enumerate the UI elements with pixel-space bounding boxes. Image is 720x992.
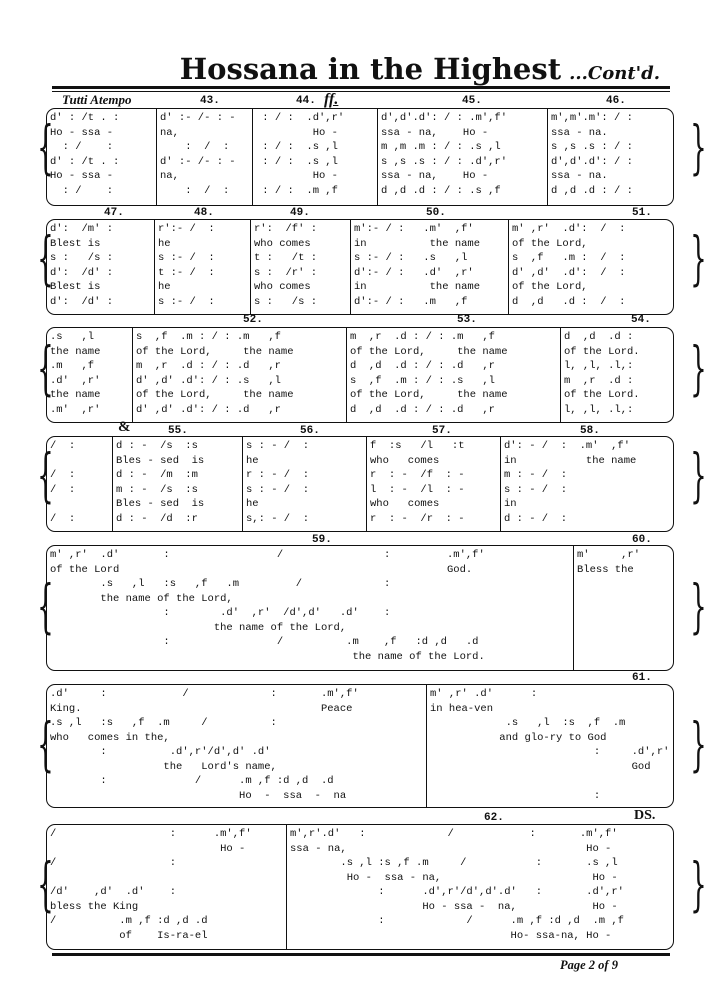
lyric-line: Ho - ssa - na, Ho -: [290, 900, 618, 913]
lyric-line: in the name: [504, 454, 637, 467]
title-subtitle: ...Cont'd.: [569, 63, 660, 84]
lyric-line: ssa - na, Ho -: [381, 170, 489, 182]
measure-column: [548, 109, 673, 205]
solfa-line: .d' ,r': [50, 374, 101, 387]
solfa-line: d : - /d :r: [116, 512, 198, 525]
measure-number: 57.: [432, 425, 452, 437]
solfa-line: s : /s :: [254, 295, 318, 308]
left-brace: {: [37, 850, 54, 918]
lyric-line: Ho -: [256, 170, 338, 182]
lyric-line: of the Lord,: [512, 237, 588, 250]
solfa-line: l : - /l : -: [370, 483, 465, 496]
solfa-line: d',d'.d': / :: [551, 155, 633, 168]
lyric-line: God: [430, 760, 651, 773]
solfa-line: r : - /r : -: [370, 512, 465, 525]
measure-column: [47, 437, 113, 531]
solfa-line: : / .m ,f :d ,d .m ,f: [290, 915, 624, 927]
lyric-line: Ho- ssa-na, Ho -: [290, 929, 612, 942]
measure-column: [427, 685, 673, 807]
left-brace: {: [37, 710, 54, 778]
measure-number: 51.: [632, 207, 652, 219]
measure-column: [253, 109, 378, 205]
lyric-line: of the Lord, the name: [350, 389, 508, 401]
lyric-line: of Is-ra-el: [50, 929, 208, 942]
lyric-line: of the Lord, the name: [350, 345, 508, 358]
measure-column: [47, 109, 157, 205]
measure-column: [47, 825, 287, 949]
solfa-line: : / .m ,f :d ,d .d: [50, 775, 334, 787]
lyric-line: Ho -: [50, 842, 246, 855]
measure-column: [47, 220, 155, 314]
solfa-line: : / .m ,f :d ,d .d: [50, 636, 479, 648]
solfa-line: d' :- /- : -: [160, 155, 236, 168]
solfa-line: .s ,l :s ,f .m / :: [50, 717, 277, 729]
tempo-marking: Tutti Atempo: [62, 92, 132, 107]
solfa-line: d : - / :: [504, 512, 568, 525]
right-brace: }: [690, 113, 707, 181]
solfa-line: t : /t :: [254, 252, 318, 264]
footer-rule: [52, 953, 670, 956]
measure-number: 59.: [312, 534, 332, 546]
solfa-line: d': - / : .m' ,f': [504, 440, 631, 452]
solfa-line: : .d',r'/d',d'.d' : .d',r': [290, 886, 624, 898]
da-segno-mark: DS.: [634, 808, 656, 823]
lyric-line: who comes: [370, 454, 440, 467]
solfa-line: m ,r .d : / : .m ,f: [350, 331, 495, 343]
solfa-line: m',m'.m': / :: [551, 112, 633, 124]
measure-number: 50.: [426, 207, 446, 219]
solfa-line: m' ,r' .d' : / : .m',f': [50, 549, 485, 561]
solfa-line: s,: - / :: [246, 512, 310, 525]
measure-number: 55.: [168, 425, 188, 437]
solfa-line: m':- / : .m' ,f': [354, 223, 474, 235]
measure-column: [47, 685, 427, 807]
lyric-line: in hea-ven: [430, 702, 494, 715]
solfa-line: s : /r' :: [254, 266, 318, 279]
lyric-line: Blest is: [50, 281, 101, 293]
solfa-line: s :- / : .s ,l: [354, 252, 468, 264]
measure-column: [47, 546, 574, 670]
music-system-5: [46, 545, 674, 671]
lyric-line: he: [158, 237, 171, 250]
solfa-line: s : - / :: [246, 483, 310, 496]
lyric-line: ssa - na, Ho -: [381, 126, 489, 139]
solfa-line: s ,f .m : / :: [512, 252, 626, 264]
music-system-4: [46, 436, 674, 532]
left-brace: {: [37, 572, 54, 640]
solfa-line: / :: [50, 440, 76, 452]
solfa-line: d' ,d' .d': / :: [512, 266, 626, 279]
page-title: [0, 52, 660, 86]
measure-column: [287, 825, 673, 949]
solfa-line: r': /f' :: [254, 223, 318, 235]
solfa-line: d : - /m :m: [116, 469, 198, 481]
solfa-line: s ,f .m : / : .m ,f: [136, 331, 281, 343]
music-system-2: [46, 219, 674, 315]
solfa-line: : / :: [160, 141, 230, 153]
solfa-line: s ,f .m : / : .s ,l: [350, 374, 495, 387]
lyric-line: Ho - ssa - na, Ho -: [290, 871, 618, 884]
solfa-line: :: [430, 789, 601, 802]
solfa-line: d':- / : .d' ,r': [354, 266, 474, 279]
music-system-1: [46, 108, 674, 206]
solfa-line: d': /m' :: [50, 223, 114, 235]
lyric-line: bless the King: [50, 900, 139, 913]
lyric-line: Bles - sed is: [116, 498, 205, 510]
lyric-line: ssa - na, Ho -: [290, 842, 612, 855]
solfa-line: d': /d' :: [50, 266, 114, 279]
measure-number: 43.: [200, 95, 220, 107]
lyric-line: na,: [160, 170, 179, 182]
solfa-line: m',r'.d' : / : .m',f': [290, 828, 618, 840]
solfa-line: s : /s :: [50, 252, 114, 264]
solfa-line: r':- / :: [158, 223, 215, 235]
lyric-line: [50, 454, 110, 469]
solfa-line: l, ,l, .l,:: [564, 360, 634, 372]
measure-column: [155, 220, 251, 314]
right-brace: }: [690, 710, 707, 778]
music-system-7: [46, 824, 674, 950]
lyric-line: he: [246, 498, 259, 510]
lyric-line: the name: [50, 389, 101, 401]
measure-column: [113, 437, 243, 531]
solfa-line: m ,r .d :: [564, 374, 634, 387]
page-number: Page 2 of 9: [560, 958, 618, 972]
solfa-line: m : - /s :s: [116, 483, 198, 496]
lyric-line: ssa - na.: [551, 170, 608, 182]
measure-column: [133, 328, 347, 422]
solfa-line: d ,d .d : / : .d ,r: [350, 403, 495, 416]
solfa-line: /d' ,d' .d' :: [50, 886, 177, 898]
solfa-line: d': /d' :: [50, 295, 114, 308]
left-brace: {: [37, 334, 54, 402]
solfa-line: s :- / :: [158, 252, 215, 264]
solfa-line: : / :: [160, 184, 230, 197]
title-main: Hossana in the Highest: [179, 52, 562, 86]
solfa-line: d ,d .d :: [564, 331, 634, 343]
measure-column: [243, 437, 367, 531]
lyric-line: Blest is: [50, 237, 101, 250]
lyric-line: Bless the: [577, 563, 634, 576]
lyric-line: of the Lord, the name: [136, 389, 294, 401]
lyric-line: [50, 497, 110, 512]
solfa-line: d ,d .d : / : .d ,r: [350, 360, 495, 372]
measure-column: [509, 220, 673, 314]
solfa-line: .m' ,r': [50, 403, 101, 416]
lyric-line: the name: [50, 345, 101, 358]
solfa-line: : .d' ,r' /d',d' .d' :: [50, 607, 391, 619]
solfa-line: / .m ,f :d ,d .d: [50, 915, 208, 927]
lyric-line: the name of the Lord.: [50, 650, 485, 663]
measure-number: 60.: [632, 534, 652, 546]
measure-column: [501, 437, 673, 531]
solfa-line: .m ,f: [50, 360, 95, 372]
lyric-line: of the Lord, the name: [136, 345, 294, 358]
solfa-line: : / : .s ,l: [256, 141, 338, 153]
measure-column: [251, 220, 351, 314]
measure-number: 45.: [462, 95, 482, 107]
solfa-line: d ,d .d : / :: [551, 184, 633, 197]
measure-column: [367, 437, 501, 531]
lyric-line: in the name: [354, 237, 481, 250]
measure-column: [378, 109, 548, 205]
solfa-line: : .d',r': [430, 746, 670, 758]
solfa-line: .d' : / : .m',f': [50, 688, 359, 700]
left-brace: {: [37, 113, 54, 181]
measure-column: [561, 328, 673, 422]
solfa-line: .s ,l :s ,f .m: [430, 717, 626, 729]
lyric-line: in: [504, 498, 517, 510]
solfa-line: d' ,d' .d': / : .s ,l: [136, 374, 281, 387]
right-brace: }: [690, 441, 707, 509]
solfa-line: .s ,l :s ,f .m / : .s ,l: [290, 857, 618, 869]
lyric-line: Ho - ssa -: [50, 170, 114, 182]
dynamic-marking: ff.: [324, 91, 339, 108]
solfa-line: s :- / :: [158, 295, 215, 308]
solfa-line: f :s /l :t: [370, 440, 465, 452]
lyric-line: of the Lord,: [512, 281, 588, 293]
solfa-line: s ,s .s : / :: [551, 141, 633, 153]
measure-column: [347, 328, 561, 422]
right-brace: }: [690, 572, 707, 640]
lyric-line: Ho - ssa -: [50, 126, 114, 139]
solfa-line: s ,s .s : / : .d',r': [381, 155, 508, 168]
lyric-line: Ho - ssa - na: [50, 789, 347, 802]
lyric-line: who comes: [254, 281, 311, 293]
solfa-line: / :: [50, 857, 177, 869]
lyric-line: in the name: [354, 281, 481, 293]
right-brace: }: [690, 224, 707, 292]
solfa-line: d':- / : .m ,f: [354, 295, 468, 308]
lyric-line: he: [246, 454, 259, 467]
lyric-line: and glo-ry to God: [430, 731, 607, 744]
solfa-line: m : - / :: [504, 469, 568, 481]
solfa-line: r : - / :: [246, 469, 310, 481]
solfa-line: d',d'.d': / : .m',f': [381, 112, 508, 124]
measure-column: [47, 328, 133, 422]
measure-number: 56.: [300, 425, 320, 437]
measure-number: 62.: [484, 812, 504, 824]
solfa-line: / :: [50, 469, 76, 481]
solfa-line: t :- / :: [158, 266, 215, 279]
solfa-line: : / : .m ,f: [256, 184, 338, 197]
measure-number: 47.: [104, 207, 124, 219]
solfa-line: r : - /f : -: [370, 469, 465, 481]
solfa-line: : .d',r'/d',d' .d': [50, 746, 271, 758]
lyric-line: who comes in the,: [50, 731, 170, 744]
solfa-line: d : - /s :s: [116, 440, 198, 452]
lyric-line: the Lord's name,: [50, 760, 277, 773]
title-rule: [52, 86, 670, 89]
solfa-line: m ,m .m : / : .s ,l: [381, 141, 501, 153]
solfa-line: : / : .d',r': [256, 112, 345, 124]
lyric-line: na,: [160, 126, 179, 139]
lyric-line: of the Lord.: [564, 389, 640, 401]
right-brace: }: [690, 334, 707, 402]
left-brace: {: [37, 224, 54, 292]
measure-number: 49.: [290, 207, 310, 219]
solfa-line: d' : /t . :: [50, 155, 120, 168]
lyric-line: the name of the Lord,: [50, 621, 347, 634]
solfa-line: / :: [50, 483, 76, 496]
solfa-line: d ,d .d : / : .s ,f: [381, 184, 501, 197]
measure-number: 52.: [243, 314, 263, 326]
measure-number: 54.: [631, 314, 651, 326]
solfa-line: l, ,l, .l,:: [564, 403, 634, 416]
lyric-line: the name of the Lord,: [50, 592, 233, 605]
measure-number: 58.: [580, 425, 600, 437]
lyric-line: Ho -: [256, 126, 338, 139]
solfa-line: : / : .s ,l: [256, 155, 338, 168]
solfa-line: s : - / :: [246, 440, 310, 452]
lyric-line: who comes: [254, 237, 311, 250]
solfa-line: d' :- /- : -: [160, 112, 236, 124]
lyric-line: Bles - sed is: [116, 454, 205, 467]
solfa-line: .s ,l :s ,f .m / :: [50, 578, 391, 590]
solfa-line: m ,r .d : / : .d ,r: [136, 360, 281, 372]
solfa-line: / : .m',f': [50, 828, 252, 840]
measure-column: [351, 220, 509, 314]
music-system-3: [46, 327, 674, 423]
solfa-line: : / :: [50, 141, 114, 153]
title-rule-thin: [52, 91, 670, 92]
left-brace: {: [37, 441, 54, 509]
right-brace: }: [690, 850, 707, 918]
lyric-line: of the Lord God.: [50, 563, 473, 576]
lyric-line: he: [158, 281, 171, 293]
measure-column: [157, 109, 253, 205]
solfa-line: s : - / :: [504, 483, 568, 496]
measure-number: 48.: [194, 207, 214, 219]
measure-number: 46.: [606, 95, 626, 107]
solfa-line: d' ,d' .d': / : .d ,r: [136, 403, 281, 416]
music-system-6: [46, 684, 674, 808]
solfa-line: m' ,r': [577, 549, 641, 561]
measure-number: 53.: [457, 314, 477, 326]
solfa-line: m' ,r' .d' :: [430, 688, 538, 700]
solfa-line: .s ,l: [50, 331, 95, 343]
ampersand-mark: &: [118, 419, 131, 435]
measure-column: [574, 546, 673, 670]
measure-number: 44.: [296, 95, 316, 107]
lyric-line: who comes: [370, 498, 440, 510]
solfa-line: d ,d .d : / :: [512, 295, 626, 308]
solfa-line: d' : /t . :: [50, 112, 120, 124]
solfa-line: / :: [50, 512, 76, 525]
measure-number: 61.: [632, 672, 652, 684]
solfa-line: [430, 774, 671, 789]
lyric-line: ssa - na.: [551, 126, 608, 139]
solfa-line: : / :: [50, 184, 114, 197]
lyric-line: of the Lord.: [564, 345, 640, 358]
solfa-line: m' ,r' .d': / :: [512, 223, 626, 235]
lyric-line: King. Peace: [50, 702, 353, 715]
lyric-line: [50, 871, 284, 886]
